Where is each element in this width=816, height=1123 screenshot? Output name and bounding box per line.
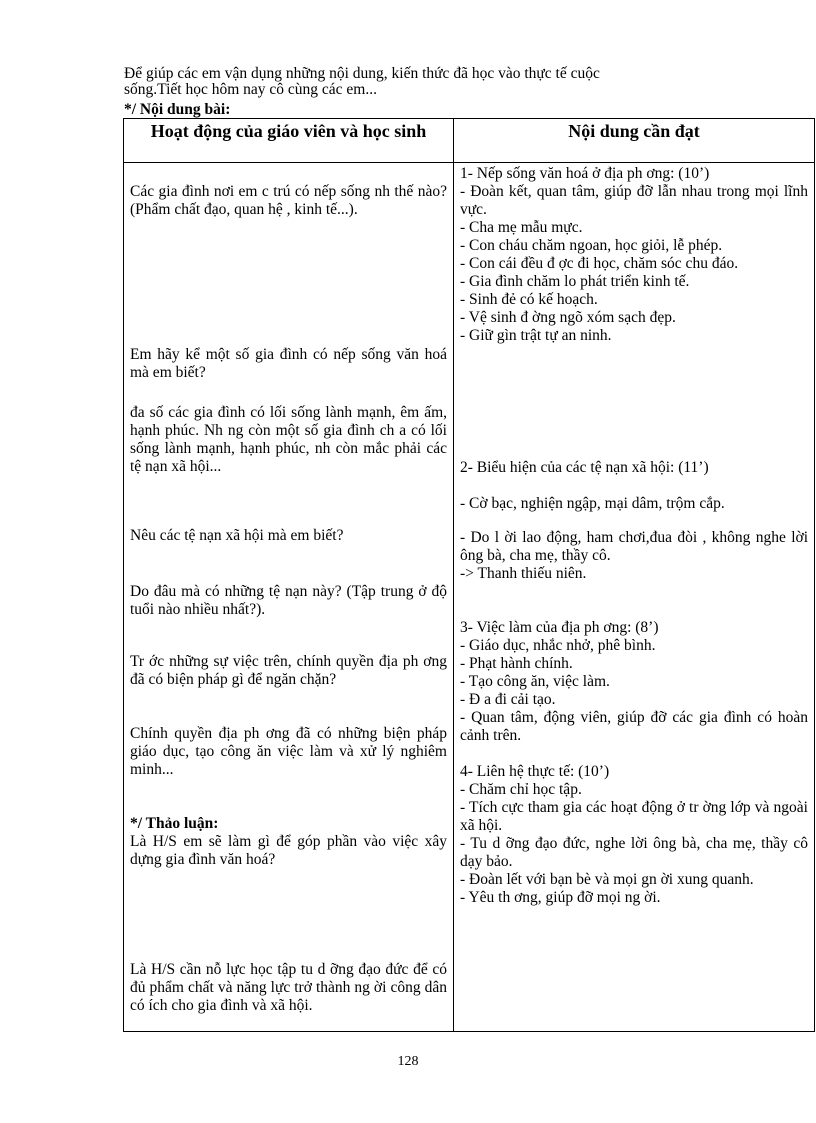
activities-cell: [124, 163, 454, 1032]
question-local-measures: Tr ớc những sự việc trên, chính quyền địa ph ơng đã có biện pháp gì để ngăn chặn?: [130, 653, 447, 688]
section-heading: */ Nội dung bài:: [124, 101, 231, 118]
discussion-question: Là H/S em sẽ làm gì để góp phần vào việc xây dựng gia đình văn hoá?: [130, 833, 447, 868]
section-2-title: 2- Biểu hiện của các tệ nạn xã hội: (11’): [460, 459, 709, 476]
table-body-row: [124, 163, 815, 1032]
section-3-title: 3- Việc làm của địa ph ơng: (8’): [460, 619, 659, 636]
table-header-row: [124, 119, 815, 163]
header-activities: Hoạt động của giáo viên và học sinh: [124, 119, 454, 163]
section-2-item: - Do l ời lao động, ham chơi,đua đòi , không nghe lời ông bà, cha mẹ, thầy cô.: [460, 529, 808, 564]
list-item: - Quan tâm, động viên, giúp đỡ các gia đình có hoàn cảnh trên.: [460, 709, 808, 744]
answer-local-measures: Chính quyền địa ph ơng đã có những biện pháp giáo dục, tạo công ăn việc làm và xử lý nghiêm minh...: [130, 725, 447, 778]
section-4: [460, 763, 808, 907]
header-content: Nội dung cần đạt: [454, 119, 815, 163]
list-item: - Tu d ỡng đạo đức, nghe lời ông bà, cha mẹ, thầy cô dạy bảo.: [460, 835, 808, 870]
list-item: - Phạt hành chính.: [460, 655, 573, 672]
list-item: - Sinh đẻ có kế hoạch.: [460, 291, 598, 308]
section-3: [460, 619, 808, 745]
question-cultural-families: Em hãy kể một số gia đình có nếp sống văn hoá mà em biết?: [130, 346, 447, 381]
intro-line-2: sống.Tiết học hôm nay cô cùng các em...: [124, 81, 377, 98]
list-item: - Con cháu chăm ngoan, học giỏi, lễ phép.: [460, 237, 723, 254]
list-item: - Yêu th ơng, giúp đỡ mọi ng ời.: [460, 889, 661, 906]
lesson-table: [123, 118, 815, 1032]
section-2-causes: [460, 529, 808, 583]
list-item: - Gia đình chăm lo phát triển kinh tế.: [460, 273, 690, 290]
list-item: - Giữ gìn trật tự an ninh.: [460, 327, 612, 344]
list-item: - Tạo công ăn, việc làm.: [460, 673, 610, 690]
list-item: - Đoàn kết, quan tâm, giúp đỡ lẫn nhau trong mọi lĩnh vực.: [460, 183, 808, 218]
intro-line-1: Để giúp các em vận dụng những nội dung, kiến thức đã học vào thực tế cuộc: [124, 65, 600, 82]
content-cell: [454, 163, 815, 1032]
list-item: - Giáo dục, nhắc nhở, phê bình.: [460, 637, 656, 654]
section-2-item: - Cờ bạc, nghiện ngập, mại dâm, trộm cắp.: [460, 495, 725, 512]
list-item: - Tích cực tham gia các hoạt động ở tr ờng lớp và ngoài xã hội.: [460, 799, 808, 834]
answer-family-lifestyle: đa số các gia đình có lối sống lành mạnh, êm ấm, hạnh phúc. Nh ng còn một số gia đình ch a có lối sống lành mạnh, hạnh phúc, nh còn mắc phải các tệ nạn xã hội...: [130, 404, 447, 475]
section-1-title: 1- Nếp sống văn hoá ở địa ph ơng: (10’): [460, 165, 710, 182]
list-item: - Đoàn lết với bạn bè và mọi gn ời xung quanh.: [460, 871, 754, 888]
discussion-answer: Là H/S cần nỗ lực học tập tu d ỡng đạo đức để có đủ phẩm chất và năng lực trở thành ng ời công dân có ích cho gia đình và xã hội.: [130, 961, 447, 1014]
list-item: - Vệ sinh đ ờng ngõ xóm sạch đẹp.: [460, 309, 676, 326]
list-item: - Chăm chỉ học tập.: [460, 781, 582, 798]
question-family-lifestyle: Các gia đình nơi em c trú có nếp sống nh thế nào? (Phẩm chất đạo, quan hệ , kinh tế...).: [130, 183, 447, 218]
list-item: - Cha mẹ mẫu mực.: [460, 219, 583, 236]
discussion-title: */ Thảo luận:: [130, 815, 219, 832]
intro-paragraph: [124, 66, 764, 98]
question-social-evils: Nêu các tệ nạn xã hội mà em biết?: [130, 527, 344, 544]
section-4-title: 4- Liên hệ thực tế: (10’): [460, 763, 610, 780]
section-1: [460, 165, 808, 345]
question-causes: Do đâu mà có những tệ nạn này? (Tập trung ở độ tuổi nào nhiều nhất?).: [130, 583, 447, 618]
page-number: 128: [397, 1054, 419, 1069]
list-item: - Đ a đi cải tạo.: [460, 691, 556, 708]
list-item: - Con cái đều đ ợc đi học, chăm sóc chu đáo.: [460, 255, 739, 272]
section-2-item: -> Thanh thiếu niên.: [460, 565, 587, 582]
